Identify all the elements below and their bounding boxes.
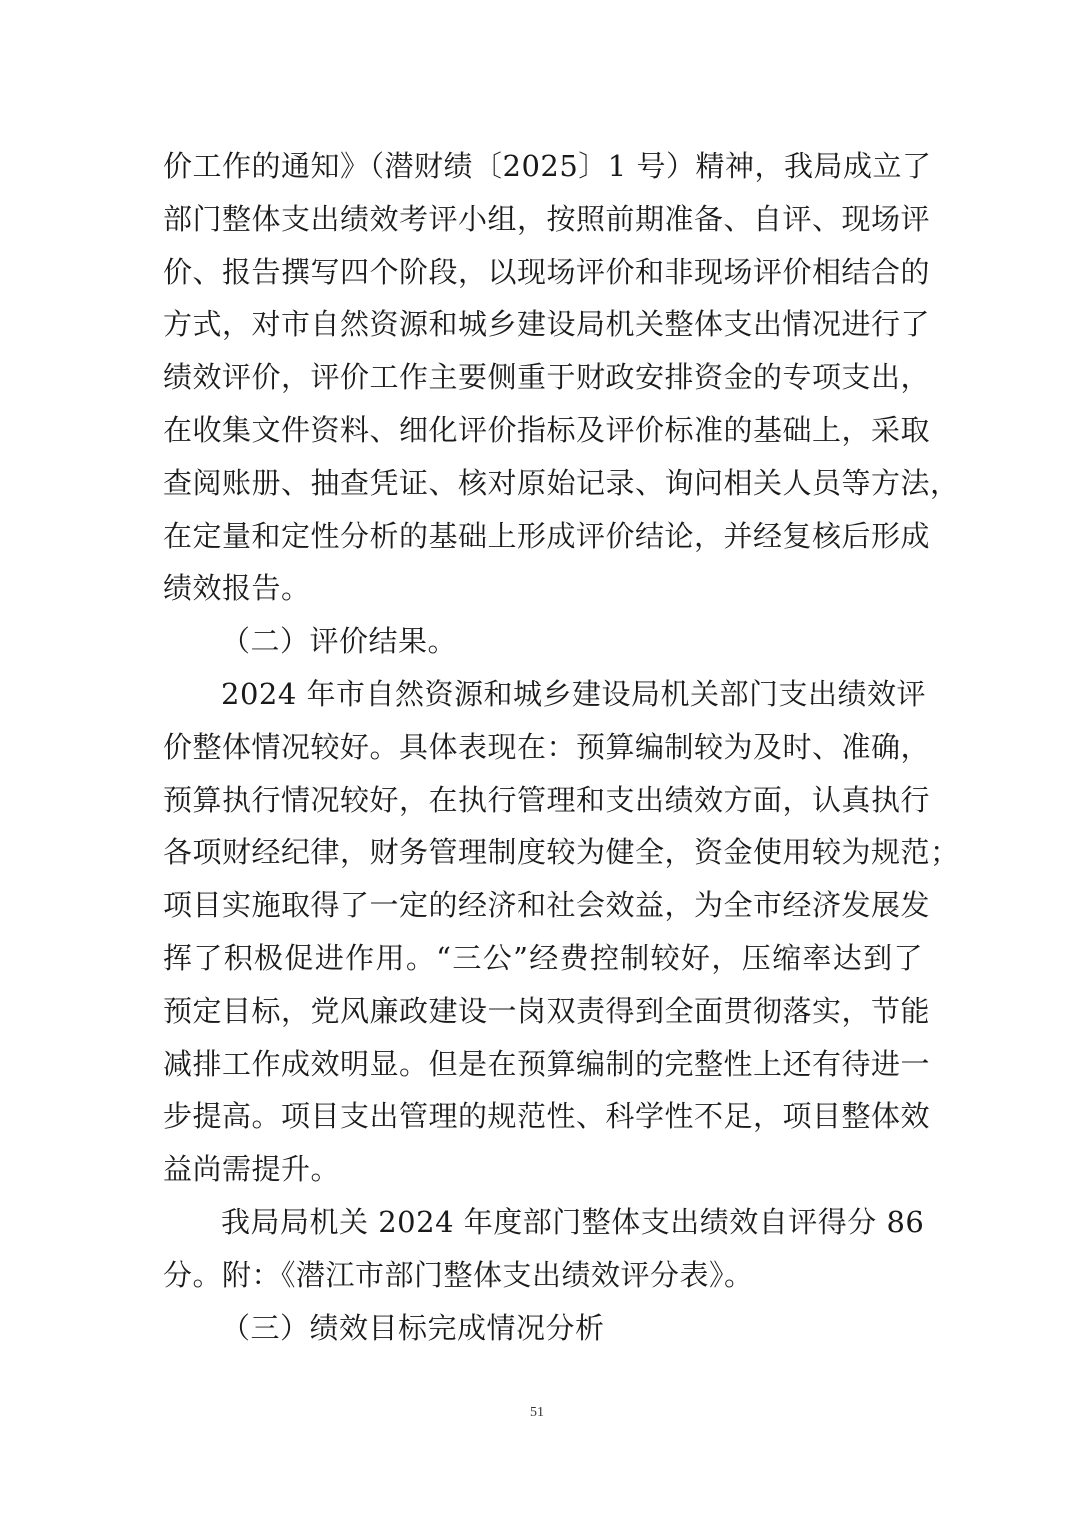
paragraph-line: 价整体情况较好。具体表现在：预算编制较为及时、准确， <box>163 729 931 764</box>
paragraph-line: 项目实施取得了一定的经济和社会效益，为全市经济发展发 <box>163 888 931 923</box>
paragraph-line: 步提高。项目支出管理的规范性、科学性不足，项目整体效 <box>163 1099 931 1134</box>
paragraph-line: 绩效报告。 <box>163 571 311 606</box>
paragraph-line: 预定目标，党风廉政建设一岗双责得到全面贯彻落实，节能 <box>163 993 931 1028</box>
paragraph-line: 价、报告撰写四个阶段，以现场评价和非现场评价相结合的 <box>163 254 931 289</box>
paragraph-line: 分。附：《潜江市部门整体支出绩效评分表》。 <box>163 1257 754 1292</box>
paragraph-line: 我局局机关 2024 年度部门整体支出绩效自评得分 86 <box>221 1204 925 1239</box>
paragraph-line: 挥了积极促进作用。“三公”经费控制较好，压缩率达到了 <box>163 940 923 975</box>
paragraph-line: 查阅账册、抽查凭证、核对原始记录、询问相关人员等方法， <box>163 465 960 500</box>
page-number: 51 <box>530 1405 544 1420</box>
paragraph-line: 方式，对市自然资源和城乡建设局机关整体支出情况进行了 <box>163 307 931 342</box>
body-text <box>163 140 960 1354</box>
paragraph-line: 部门整体支出绩效考评小组，按照前期准备、自评、现场评 <box>163 201 931 236</box>
paragraph-line: 预算执行情况较好，在执行管理和支出绩效方面，认真执行 <box>163 782 931 817</box>
paragraph-line: 价工作的通知》（潜财绩〔2025〕1 号）精神，我局成立了 <box>163 149 932 183</box>
section-heading-evaluation-result: （二）评价结果。 <box>221 624 458 659</box>
paragraph-line: 2024 年市自然资源和城乡建设局机关部门支出绩效评 <box>221 676 927 711</box>
paragraph-line: 减排工作成效明显。但是在预算编制的完整性上还有待进一 <box>163 1046 931 1081</box>
paragraph-line: 益尚需提升。 <box>163 1152 341 1187</box>
section-heading-goal-completion: （三）绩效目标完成情况分析 <box>221 1310 605 1345</box>
paragraph-line: 各项财经纪律，财务管理制度较为健全，资金使用较为规范； <box>163 835 960 870</box>
paragraph-line: 在收集文件资料、细化评价指标及评价标准的基础上，采取 <box>163 412 931 447</box>
paragraph-line: 在定量和定性分析的基础上形成评价结论，并经复核后形成 <box>163 518 931 553</box>
paragraph-line: 绩效评价，评价工作主要侧重于财政安排资金的专项支出， <box>163 360 931 395</box>
